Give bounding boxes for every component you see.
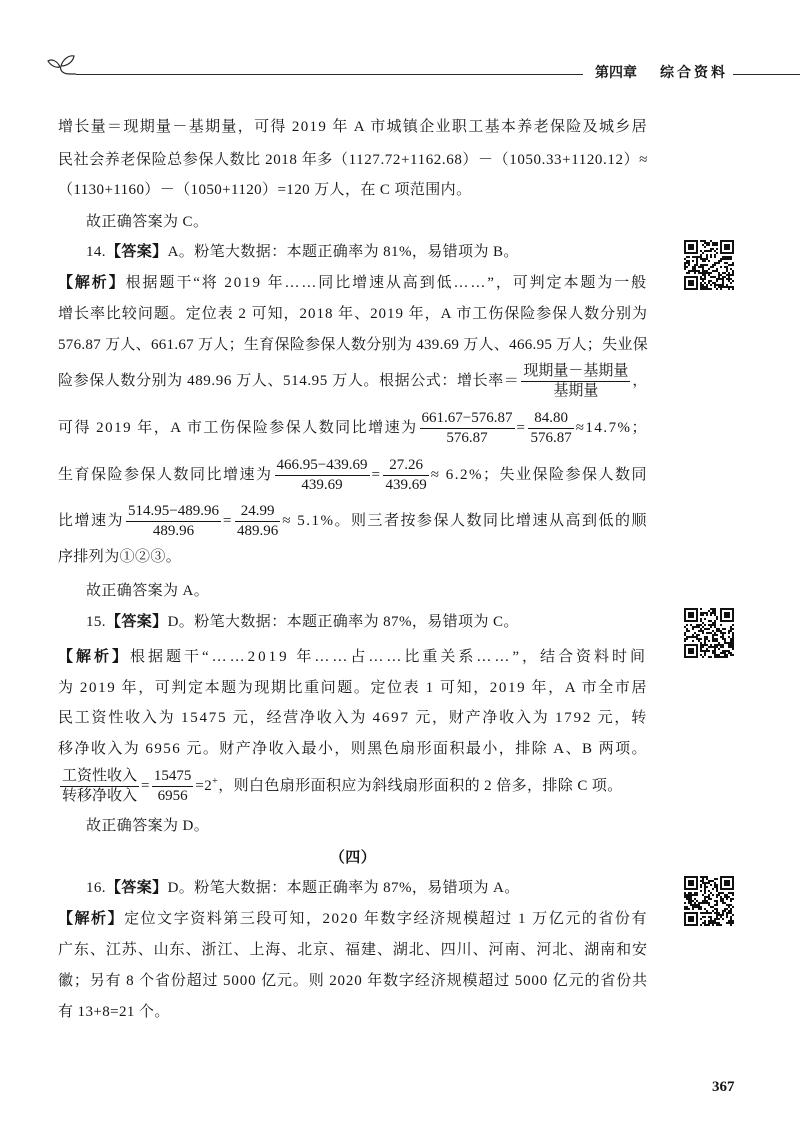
- q14-number: 14.: [86, 244, 106, 260]
- q16-analysis-line-4: 有 13+8=21 个。: [58, 1004, 170, 1020]
- q15-analysis-line-3: 民工资性收入为 15475 元，经营净收入为 4697 元，财产净收入为 1792 元，转: [58, 710, 648, 726]
- q15-analysis-text-1: 根据题干“……2019 年……占……比重关系……”，结合资料时间: [130, 649, 648, 665]
- chapter-title: 第四章: [595, 66, 637, 81]
- equals-sign: =: [222, 513, 233, 529]
- header-rule-left: [76, 74, 583, 75]
- q14-analysis-text-6-end: ≈ 6.2%；失业保险参保人数同: [430, 467, 648, 483]
- q16-answer-tag: 【答案】: [105, 880, 168, 896]
- q14-analysis-text-5-end: ≈14.7%；: [575, 420, 648, 436]
- income-label-fraction: [60, 767, 139, 806]
- q14-analysis-text-1: 根据题干“将 2019 年……同比增速从高到低……”，可判定本题为一般: [125, 275, 648, 291]
- fraction-denominator: 439.69: [301, 477, 343, 494]
- growth-rate-formula: [521, 362, 630, 401]
- q13-line-3: （1130+1160）－（1050+1120）=120 万人，在 C 项范围内。: [58, 182, 472, 198]
- maternity-diff-fraction: [383, 456, 428, 495]
- q14-analysis-line-2: 增长率比较问题。定位表 2 可知，2018 年、2019 年，A 市工伤保险参保人数分别为: [58, 306, 648, 322]
- equals-sign: =: [371, 467, 382, 483]
- unemployment-diff-fraction: [235, 502, 280, 541]
- q14-analysis-line-4: [58, 357, 648, 405]
- q16-analysis-tag: 【解析】: [58, 911, 125, 927]
- section-title: 综合资料: [660, 66, 728, 81]
- equals-sign: =: [141, 778, 150, 794]
- q14-analysis-text-5: 可得 2019 年，A 市工伤保险参保人数同比增速为: [58, 420, 418, 436]
- qr-code-modules: [684, 876, 734, 926]
- q15-answer-line: [86, 611, 519, 633]
- income-value-fraction: [152, 767, 194, 806]
- q14-analysis-text-7-end: ≈ 5.1%。则三者按参保人数同比增速从高到低的顺: [282, 513, 648, 529]
- unemployment-growth-fraction: [126, 502, 221, 541]
- q15-analysis-line-5: [58, 762, 623, 810]
- qr-code-modules: [684, 608, 734, 658]
- fraction-numerator: 工资性收入: [60, 767, 139, 787]
- header-rule-right: [733, 74, 800, 75]
- q14-analysis-tag: 【解析】: [58, 275, 126, 291]
- page-number: 367: [712, 1079, 735, 1095]
- q14-answer-text: A。粉笔大数据：本题正确率为 81%，易错项为 B。: [167, 244, 519, 260]
- q15-number: 15.: [86, 614, 106, 630]
- fraction-denominator: 489.96: [152, 523, 195, 540]
- fraction-denominator: 576.87: [446, 430, 488, 447]
- fraction-numerator: 84.80: [528, 409, 573, 429]
- ratio-superscript: +: [212, 776, 219, 787]
- q16-answer-line: [86, 877, 520, 899]
- q13-conclusion: 故正确答案为 C。: [86, 214, 209, 230]
- q14-conclusion: 故正确答案为 A。: [86, 583, 210, 599]
- q16-analysis-line-1: [58, 908, 648, 930]
- fraction-denominator: 439.69: [385, 477, 427, 494]
- fraction-numerator: 24.99: [235, 502, 280, 522]
- fraction-denominator: 6956: [157, 788, 188, 805]
- q16-analysis-line-3: 徽；另有 8 个省份超过 5000 亿元。则 2020 年数字经济规模超过 5000 亿元的省份共: [58, 973, 648, 989]
- fraction-numerator: 15475: [152, 767, 194, 787]
- q14-answer-line: [86, 241, 519, 263]
- q16-number: 16.: [86, 880, 106, 896]
- q15-analysis-line-2: 为 2019 年，可判定本题为现期比重问题。定位表 1 可知，2019 年，A 市全市居: [58, 680, 648, 696]
- q14-analysis-text-7: 比增速为: [58, 513, 125, 529]
- q14-analysis-text-6: 生育保险参保人数同比增速为: [58, 467, 273, 483]
- maternity-growth-fraction: [275, 456, 370, 495]
- q15-analysis-line-4: 移净收入为 6956 元。财产净收入最小，则黑色扇形面积最小，排除 A、B 两项。: [58, 741, 648, 757]
- fraction-denominator: 转移净收入: [62, 788, 138, 805]
- qr-code-icon: [684, 876, 734, 926]
- injury-growth-fraction: [420, 409, 515, 448]
- q14-analysis-line-5: [58, 404, 648, 452]
- fraction-numerator: 27.26: [383, 456, 428, 476]
- q14-analysis-line-1: [58, 272, 648, 294]
- q13-line-1: 增长量＝现期量－基期量，可得 2019 年 A 市城镇企业职工基本养老保险及城乡居: [58, 119, 648, 135]
- fraction-numerator: 661.67−576.87: [420, 409, 515, 429]
- q14-analysis-line-7: [58, 497, 648, 545]
- qr-code-icon: [684, 240, 734, 290]
- q16-analysis-line-2: 广东、江苏、山东、浙江、上海、北京、福建、湖北、四川、河南、河北、湖南和安: [58, 942, 648, 958]
- formula-numerator: 现期量－基期量: [521, 362, 630, 382]
- q16-analysis-text-1: 定位文字资料第三段可知，2020 年数字经济规模超过 1 万亿元的省份有: [124, 911, 648, 927]
- q14-analysis-text-4: 险参保人数分别为 489.96 万人、514.95 万人。根据公式：增长率＝: [58, 373, 520, 389]
- q13-line-2: 民社会养老保险总参保人数比 2018 年多（1127.72+1162.68）－（1050.33+1120.12）≈: [58, 152, 648, 168]
- q15-answer-text: D。粉笔大数据：本题正确率为 87%，易错项为 C。: [167, 614, 519, 630]
- qr-code-modules: [684, 240, 734, 290]
- q14-analysis-line-3: 576.87 万人、661.67 万人；生育保险参保人数分别为 439.69 万人、466.95 万人；失业保: [58, 337, 648, 353]
- q14-analysis-text-4-end: ，: [632, 373, 648, 389]
- q15-analysis-tag: 【解析】: [58, 649, 130, 665]
- q15-analysis-text-5-end: ，则白色扇形面积应为斜线扇形面积的 2 倍多，排除 C 项。: [218, 778, 623, 794]
- q14-answer-tag: 【答案】: [105, 244, 168, 260]
- fraction-denominator: 576.87: [530, 430, 572, 447]
- fraction-numerator: 466.95−439.69: [275, 456, 370, 476]
- section-marker: （四）: [329, 850, 377, 866]
- q16-answer-text: D。粉笔大数据：本题正确率为 87%，易错项为 A。: [167, 880, 520, 896]
- formula-denominator: 基期量: [553, 383, 599, 400]
- injury-diff-fraction: [528, 409, 573, 448]
- q15-answer-tag: 【答案】: [105, 614, 168, 630]
- sprout-icon: [46, 50, 76, 80]
- ratio-result: =2: [195, 778, 213, 794]
- q14-analysis-line-8: 序排列为①②③。: [58, 549, 182, 565]
- qr-code-icon: [684, 608, 734, 658]
- q14-analysis-line-6: [58, 451, 648, 499]
- q15-conclusion: 故正确答案为 D。: [86, 818, 210, 834]
- equals-sign: =: [516, 420, 527, 436]
- q15-analysis-line-1: [58, 646, 648, 668]
- fraction-denominator: 489.96: [236, 523, 279, 540]
- fraction-numerator: 514.95−489.96: [126, 502, 221, 522]
